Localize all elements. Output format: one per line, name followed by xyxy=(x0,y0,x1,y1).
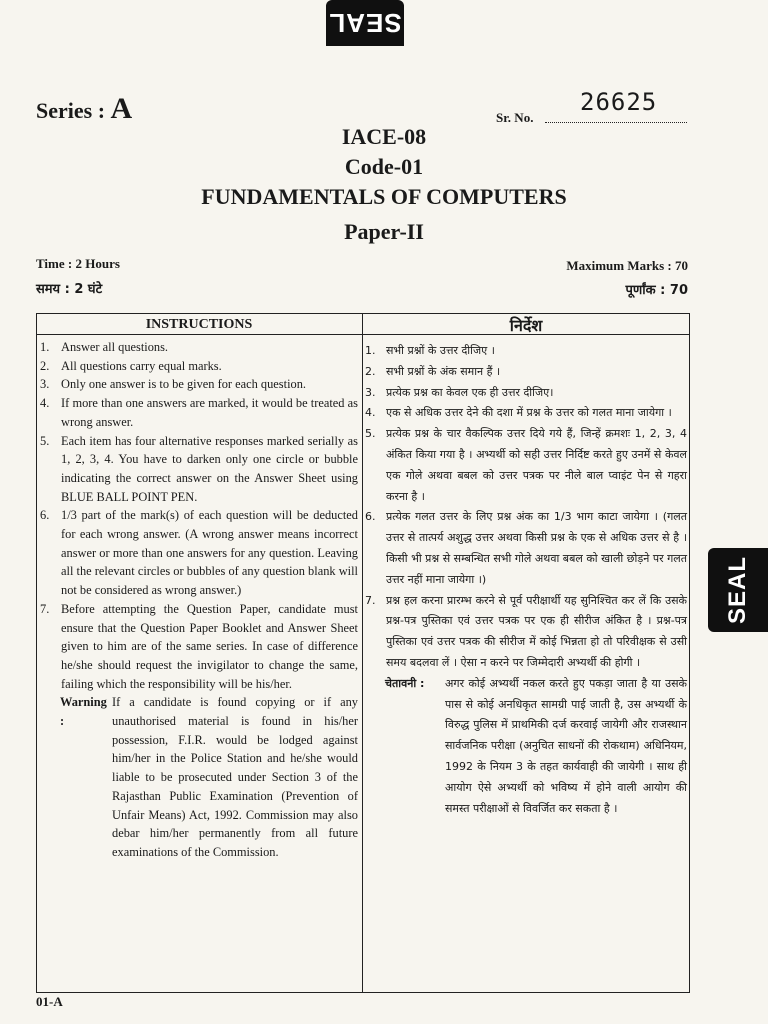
item-text: Each item has four alternative responses marked serially as 1, 2, 3, 4. You have to darken only one circle or bubble indicating the correct answer on the Answer Sheet using BLUE BALL POINT PEN. xyxy=(61,433,358,504)
item-number: 3. xyxy=(40,377,50,392)
warning-hi xyxy=(365,674,687,820)
item-number: 7. xyxy=(40,601,50,616)
code-line: IACE-08 xyxy=(341,124,427,149)
instruction-hi-1 xyxy=(365,341,687,362)
warning-label-en: Warning : xyxy=(60,695,107,729)
code: Code-01 xyxy=(344,154,424,179)
item-text: Before attempting the Question Paper, candidate must ensure that the Question Paper Booklet and Answer Sheet given to him are of the same series. In case of difference he/she should request the invigilator to change the same, failing which the responsibility will be his/her. xyxy=(61,601,358,691)
paper-title: Paper-II xyxy=(344,219,424,244)
item-text: एक से अधिक उत्तर देने की दशा में प्रश्न के उत्तर को गलत माना जायेगा । xyxy=(386,406,672,420)
item-number: 1. xyxy=(365,344,376,357)
sr-no-label: Sr. No. xyxy=(496,110,534,125)
item-number: 5. xyxy=(365,427,376,441)
seal-side-label: SEAL xyxy=(724,555,752,625)
series-label xyxy=(36,92,132,126)
instruction-en-6 xyxy=(40,506,358,600)
instruction-hi-3 xyxy=(365,383,687,404)
item-text: प्रत्येक गलत उत्तर के लिए प्रश्न अंक का 1/3 भाग काटा जायेगा । (गलत उत्तर से तात्पर्य अशुद्ध उत्तर अथवा किसी प्रश्न के एक से अधिक उत्तर से है । किसी भी प्रश्न से सम्बन्धित सभी गोले अथवा बबल को खाली छोड़ने पर गलत उत्तर नहीं माना जायेगा ।) xyxy=(386,510,687,586)
instruction-en-7 xyxy=(40,600,358,694)
instructions-heading-hi: निर्देश xyxy=(509,316,543,335)
instruction-en-3 xyxy=(40,375,358,394)
instructions-heading-en: INSTRUCTIONS xyxy=(145,317,253,332)
item-text: प्रश्न हल करना प्रारम्भ करने से पूर्व परीक्षार्थी यह सुनिश्चित कर लें कि उसके प्रश्न-पत्र पुस्तिका एवं उत्तर पत्रक पर एक ही सीरीज अंकित है । प्रश्न-पत्र पुस्तिका एवं उत्तर पत्रक की सीरीज में कोई भिन्नता हो तो परिवीक्षक से उसी समय बदलवा लें । ऐसा न करने पर जिम्मेदारी अभ्यर्थी की होगी । xyxy=(386,593,687,669)
warning-text-hi: अगर कोई अभ्यर्थी नकल करते हुए पकड़ा जाता है या उसके पास से कोई अनधिकृत सामग्री पाई जाती है, उस अभ्यर्थी के विरुद्ध पुलिस में प्राथमिकी दर्ज करवाई जायेगी और राजस्थान सार्वजनिक परीक्षा (अनुचित साधनों की रोकथाम) अधिनियम, 1992 के नियम 3 के तहत कार्यवाही की जायेगी । साथ ही आयोग ऐसे अभ्यर्थी को भविष्य में होने वाली आयोग की समस्त परीक्षाओं से विवर्जित कर सकता है । xyxy=(445,676,687,815)
item-number: 6. xyxy=(365,510,376,524)
subject-title: FUNDAMENTALS OF COMPUTERS xyxy=(201,184,567,209)
series-value: A xyxy=(110,92,133,125)
item-number: 4. xyxy=(40,396,50,411)
time-en: Time : 2 Hours xyxy=(36,256,120,271)
item-text: All questions carry equal marks. xyxy=(61,358,222,373)
warning-label-hi: चेतावनी : xyxy=(385,676,425,690)
item-text: Only one answer is to be given for each question. xyxy=(61,377,306,392)
column-divider xyxy=(362,313,363,993)
seal-stamp-top xyxy=(326,0,404,46)
item-number: 6. xyxy=(40,508,50,523)
item-number: 5. xyxy=(40,433,50,448)
time-hi: समय : 2 घंटे xyxy=(36,282,103,297)
item-number: 2. xyxy=(40,358,50,373)
instruction-hi-5 xyxy=(365,424,687,507)
item-text: If more than one answers are marked, it would be treated as wrong answer. xyxy=(61,396,358,429)
seal-top-label: SEAL xyxy=(328,8,402,39)
instruction-hi-7 xyxy=(365,591,687,674)
item-text: Answer all questions. xyxy=(61,340,169,354)
instruction-en-5 xyxy=(40,432,358,507)
item-text: सभी प्रश्नों के उत्तर दीजिए । xyxy=(386,344,495,357)
instructions-en xyxy=(40,338,358,862)
warning-text-en: If a candidate is found copying or if any unauthorised material is found in his/her possession, F.I.R. would be lodged against him/her in the Police Station and he/she would liable to be prosecuted under Section 3 of the Rajasthan Public Examination (Prevention of Unfair Means) Act, 1992. Commission may also debar him/her permanently from all future examinations of the Commission. xyxy=(112,695,358,859)
item-number: 1. xyxy=(40,340,50,354)
item-text: 1/3 part of the mark(s) of each question will be deducted for each wrong answer. (A wrong answer means incorrect answer or more than one answers for any question. Leaving all the relevant circles or bubbles of any question blank will not be considered as wrong answer.) xyxy=(61,508,358,598)
warning-en xyxy=(40,693,358,861)
page-code: 01-A xyxy=(36,994,63,1009)
item-number: 3. xyxy=(365,385,376,399)
item-number: 2. xyxy=(365,364,376,378)
marks-hi: पूर्णांक : 70 xyxy=(625,283,688,298)
instruction-en-1 xyxy=(40,338,358,357)
item-text: सभी प्रश्नों के अंक समान हैं । xyxy=(386,364,501,378)
series-label-text: Series : xyxy=(36,98,106,123)
instruction-en-2 xyxy=(40,357,358,376)
instructions-hi xyxy=(365,341,687,819)
seal-stamp-side xyxy=(708,548,768,632)
item-number: 7. xyxy=(365,593,376,607)
sr-no-value: 26625 xyxy=(580,88,658,116)
item-text: प्रत्येक प्रश्न के चार वैकल्पिक उत्तर दिये गये हैं, जिन्हें क्रमशः 1, 2, 3, 4 अंकित किया गया है । अभ्यर्थी को सही उत्तर निर्दिष्ट करते हुए उनमें से केवल एक गोले अथवा बबल को उत्तर पत्रक पर नीले बाल प्वाइंट पेन से गहरा करना है । xyxy=(386,427,687,503)
instruction-hi-4 xyxy=(365,403,687,424)
item-text: प्रत्येक प्रश्न का केवल एक ही उत्तर दीजिए। xyxy=(386,385,554,399)
item-number: 4. xyxy=(365,406,376,420)
instruction-en-4 xyxy=(40,394,358,431)
instruction-hi-2 xyxy=(365,362,687,383)
marks-en: Maximum Marks : 70 xyxy=(566,258,688,273)
instruction-hi-6 xyxy=(365,507,687,590)
sr-no-line xyxy=(545,122,687,123)
